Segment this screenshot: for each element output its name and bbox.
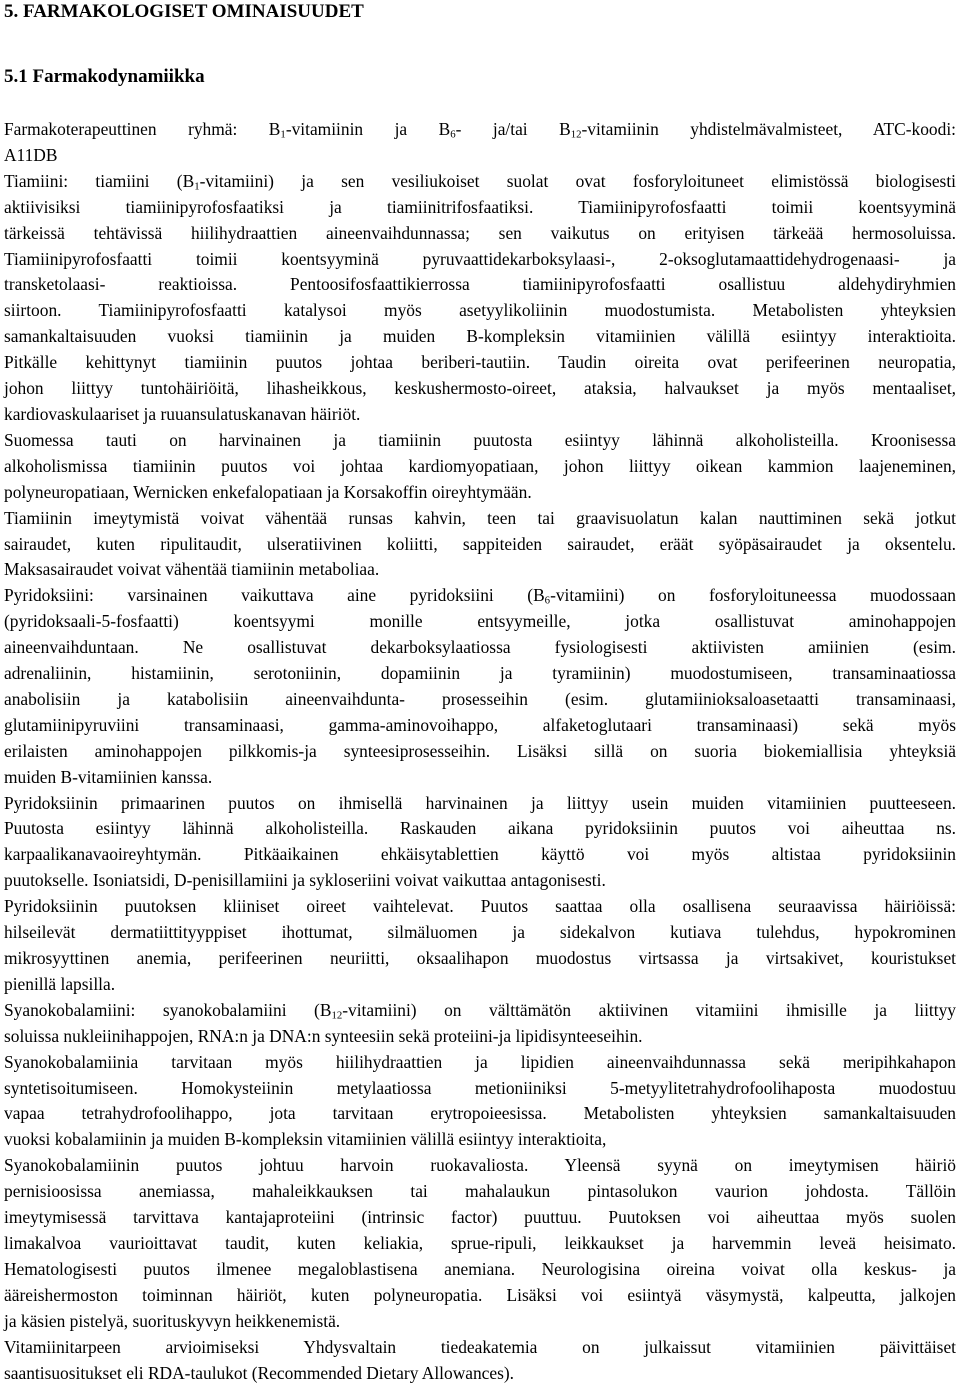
text-run: -vitamiini) on fosforyloituneessa muodossaan: [550, 585, 956, 605]
subscript: 1: [280, 129, 285, 141]
text-line: [4, 247, 956, 273]
text-line: [4, 1101, 956, 1127]
text-run: -vitamiini) ja sen vesiliukoiset suolat ovat fosforyloituneet elimistössä biologisesti: [200, 171, 956, 191]
text-run: Suomessa tauti on harvinainen ja tiamiinin puutosta esiintyy lähinnä alkoholisteilla. Kroonisessa: [4, 430, 956, 450]
text-line: [4, 972, 956, 998]
text-run: muiden B-vitamiinien kanssa.: [4, 767, 212, 787]
text-line: [4, 1127, 956, 1153]
text-run: Vitamiinitarpeen arvioimiseksi Yhdysvaltain tiedeakatemia on julkaissut vitamiinien päivittäiset: [4, 1337, 956, 1357]
text-run: glutamiinipyruviini transaminaasi, gamma-aminovoihappo, alfaketoglutaari transaminaasi) sekä myös: [4, 715, 956, 735]
text-run: Farmakoterapeuttinen ryhmä: B: [4, 119, 280, 139]
text-run: soluissa nukleiinihappojen, RNA:n ja DNA:n synteesiin sekä proteiini-ja lipidisynteeseihin.: [4, 1026, 643, 1046]
text-line: [4, 195, 956, 221]
text-line: [4, 169, 956, 195]
text-run: limakalvoa vaurioittavat taudit, kuten keliakia, sprue-ripuli, leikkaukset ja harvemmin leveä heisimato.: [4, 1233, 956, 1253]
text-run: Pitkälle kehittynyt tiamiinin puutos johtaa beriberi-tautiin. Taudin oireita ovat perifeerinen neuropatia,: [4, 352, 956, 372]
text-run: Puutosta esiintyy lähinnä alkoholisteilla. Raskauden aikana pyridoksiinin puutos voi aiheuttaa ns.: [4, 818, 956, 838]
text-line: [4, 1076, 956, 1102]
text-line: [4, 1257, 956, 1283]
subsection-heading: 5.1 Farmakodynamiikka: [4, 65, 205, 89]
section-heading: 5. FARMAKOLOGISET OMINAISUUDET: [4, 0, 364, 24]
text-line: [4, 532, 956, 558]
text-line: [4, 635, 956, 661]
text-line: [4, 428, 956, 454]
text-line: [4, 298, 956, 324]
subscript: 12: [331, 1010, 342, 1022]
text-run: mikrosyyttinen anemia, perifeerinen neuriitti, oksaalihapon muodostus virtsassa ja virtsakivet, kouristukset: [4, 948, 956, 968]
subscript: 6: [450, 129, 455, 141]
text-line: [4, 583, 956, 609]
text-run: vuoksi kobalamiinin ja muiden B-kompleksin vitamiinien välillä esiintyy interaktioita,: [4, 1129, 606, 1149]
text-line: [4, 272, 956, 298]
text-line: [4, 920, 956, 946]
text-run: puutokselle. Isoniatsidi, D-penisillamiini ja sykloseriini voivat vaikuttaa antagonisesti.: [4, 870, 606, 890]
text-line: [4, 1309, 956, 1335]
text-run: karpaalikanavaoireyhtymän. Pitkäaikainen ehkäisytablettien käyttö voi myös altistaa pyridoksiinin: [4, 844, 956, 864]
text-line: [4, 350, 956, 376]
text-run: erilaisten aminohappojen pilkkomis-ja synteesiprosesseihin. Lisäksi sillä on suoria biokemiallisia yhteyksiä: [4, 741, 956, 761]
text-run: transketolaasi- reaktioissa. Pentoosifosfaattikierrossa tiamiinipyrofosfaatti osallistuu aldehydiryhmien: [4, 274, 956, 294]
text-line: [4, 816, 956, 842]
text-line: [4, 609, 956, 635]
text-line: [4, 1283, 956, 1309]
text-run: saantisuositukset eli RDA-taulukot (Recommended Dietary Allowances).: [4, 1363, 514, 1383]
text-run: Tiamiini: tiamiini (B: [4, 171, 194, 191]
subscript: 6: [545, 595, 550, 607]
text-run: pienillä lapsilla.: [4, 974, 115, 994]
text-line: [4, 221, 956, 247]
text-line: [4, 1153, 956, 1179]
text-line: [4, 1231, 956, 1257]
text-run: Pyridoksiini: varsinainen vaikuttava aine pyridoksiini (B: [4, 585, 545, 605]
text-line: [4, 376, 956, 402]
text-line: [4, 946, 956, 972]
text-run: Maksasairaudet voivat vähentää tiamiinin metaboliaa.: [4, 559, 379, 579]
text-run: Hematologisesti puutos ilmenee megaloblastisena anemiana. Neurologisina oireina voivat olla keskus- ja: [4, 1259, 956, 1279]
text-line: [4, 1361, 956, 1386]
text-line: [4, 557, 956, 583]
text-run: adrenaliinin, histamiinin, serotoniinin, dopamiinin ja tyramiinin) muodostumiseen, transaminaatiossa: [4, 663, 956, 683]
text-run: siirtoon. Tiamiinipyrofosfaatti katalysoi myös asetyylikoliinin muodostumista. Metabolisten yhteyksien: [4, 300, 956, 320]
text-line: [4, 117, 956, 143]
text-run: sairaudet, kuten ripulitaudit, ulseratiivinen koliitti, sappiteiden sairaudet, eräät syöpäsairaudet ja oksentelu.: [4, 534, 956, 554]
text-line: [4, 868, 956, 894]
subscript: 12: [571, 129, 582, 141]
body-text: [4, 117, 956, 1386]
text-run: samankaltaisuuden vuoksi tiamiinin ja muiden B-kompleksin vitamiinien välillä esiintyy interaktioita.: [4, 326, 956, 346]
text-run: Syanokobalamiinin puutos johtuu harvoin ruokavaliosta. Yleensä syynä on imeytymisen häiriö: [4, 1155, 956, 1175]
text-line: [4, 687, 956, 713]
text-run: alkoholismissa tiamiinin puutos voi johtaa kardiomyopatiaan, johon liittyy oikean kammion laajeneminen,: [4, 456, 956, 476]
text-line: [4, 661, 956, 687]
text-run: aktiivisiksi tiamiinipyrofosfaatiksi ja tiamiinitrifosfaatiksi. Tiamiinipyrofosfaatti toimii koentsyyminä: [4, 197, 956, 217]
text-line: [4, 765, 956, 791]
text-line: [4, 1205, 956, 1231]
text-line: [4, 143, 956, 169]
text-line: [4, 324, 956, 350]
text-run: Pyridoksiinin primaarinen puutos on ihmisellä harvinainen ja liittyy usein muiden vitamiinien puutteeseen.: [4, 793, 956, 813]
text-run: -vitamiinin ja B: [286, 119, 450, 139]
text-run: vapaa tetrahydrofoolihappo, jota tarvitaan erytropoieesissa. Metabolisten yhteyksien samankaltaisuuden: [4, 1103, 956, 1123]
subscript: 1: [194, 181, 199, 193]
text-line: [4, 480, 956, 506]
text-run: Tiamiinin imeytymistä voivat vähentää runsas kahvin, teen tai graavisuolatun kalan nauttiminen sekä jotkut: [4, 508, 956, 528]
text-line: [4, 1179, 956, 1205]
text-run: anabolisiin ja katabolisiin aineenvaihdunta- prosesseihin (esim. glutamiinioksaloasetaatti transaminaasi,: [4, 689, 956, 709]
text-line: [4, 842, 956, 868]
text-run: hilseilevät dermatiittityyppiset ihottumat, silmäluomen ja sidekalvon kutiava tulehdus, hypokrominen: [4, 922, 956, 942]
text-line: [4, 1050, 956, 1076]
text-run: -vitamiini) on välttämätön aktiivinen vitamiini ihmisille ja liittyy: [342, 1000, 956, 1020]
text-run: tärkeissä tehtävissä hiilihydraattien aineenvaihdunnassa; sen vaikutus on erityisen tärkeää hermosoluissa.: [4, 223, 956, 243]
text-line: [4, 998, 956, 1024]
text-run: imeytymisessä tarvittava kantajaproteiini (intrinsic factor) puuttuu. Puutoksen voi aiheuttaa myös suolen: [4, 1207, 956, 1227]
text-run: johon liittyy tuntohäiriöitä, lihasheikkous, keskushermosto-oireet, ataksia, halvaukset ja myös mentaaliset,: [4, 378, 956, 398]
text-run: polyneuropatiaan, Wernicken enkefalopatiaan ja Korsakoffin oireyhtymään.: [4, 482, 532, 502]
text-run: Pyridoksiinin puutoksen kliiniset oireet vaihtelevat. Puutos saattaa olla osallisena seuraavissa häiriöissä:: [4, 896, 956, 916]
text-run: pernisioosissa anemiassa, mahaleikkauksen tai mahalaukun pintasolukon vaurion johdosta. Tällöin: [4, 1181, 956, 1201]
text-line: [4, 1335, 956, 1361]
text-line: [4, 1024, 956, 1050]
text-line: [4, 454, 956, 480]
text-line: [4, 894, 956, 920]
text-run: Syanokobalamiinia tarvitaan myös hiilihydraattien ja lipidien aineenvaihdunnassa sekä meripihkahapon: [4, 1052, 956, 1072]
text-run: kardiovaskulaariset ja ruuansulatuskanavan häiriöt.: [4, 404, 360, 424]
text-run: Syanokobalamiini: syanokobalamiini (B: [4, 1000, 331, 1020]
text-line: [4, 506, 956, 532]
text-line: [4, 713, 956, 739]
text-run: syntetisoitumiseen. Homokysteiinin metylaatiossa metioniiniksi 5-metyylitetrahydrofoolihaposta muodostuu: [4, 1078, 956, 1098]
text-line: [4, 791, 956, 817]
text-run: (pyridoksaali-5-fosfaatti) koentsyymi monille entsyymeille, jotka osallistuvat aminohappojen: [4, 611, 956, 631]
text-run: ja käsien pistelyä, suorituskyvyn heikkenemistä.: [4, 1311, 340, 1331]
text-line: [4, 739, 956, 765]
text-run: -vitamiinin yhdistelmävalmisteet, ATC-koodi:: [581, 119, 956, 139]
text-line: [4, 402, 956, 428]
text-run: Tiamiinipyrofosfaatti toimii koentsyyminä pyruvaattidekarboksylaasi-, 2-oksoglutamaattidehydrogenaasi- ja: [4, 249, 956, 269]
text-run: ääreishermoston toiminnan häiriöt, kuten polyneuropatia. Lisäksi voi esiintyä väsymystä, kalpeutta, jalkojen: [4, 1285, 956, 1305]
text-run: aineenvaihduntaan. Ne osallistuvat dekarboksylaatiossa fysiologisesti aktiivisten amiinien (esim.: [4, 637, 956, 657]
text-run: A11DB: [4, 145, 57, 165]
text-run: - ja/tai B: [456, 119, 571, 139]
